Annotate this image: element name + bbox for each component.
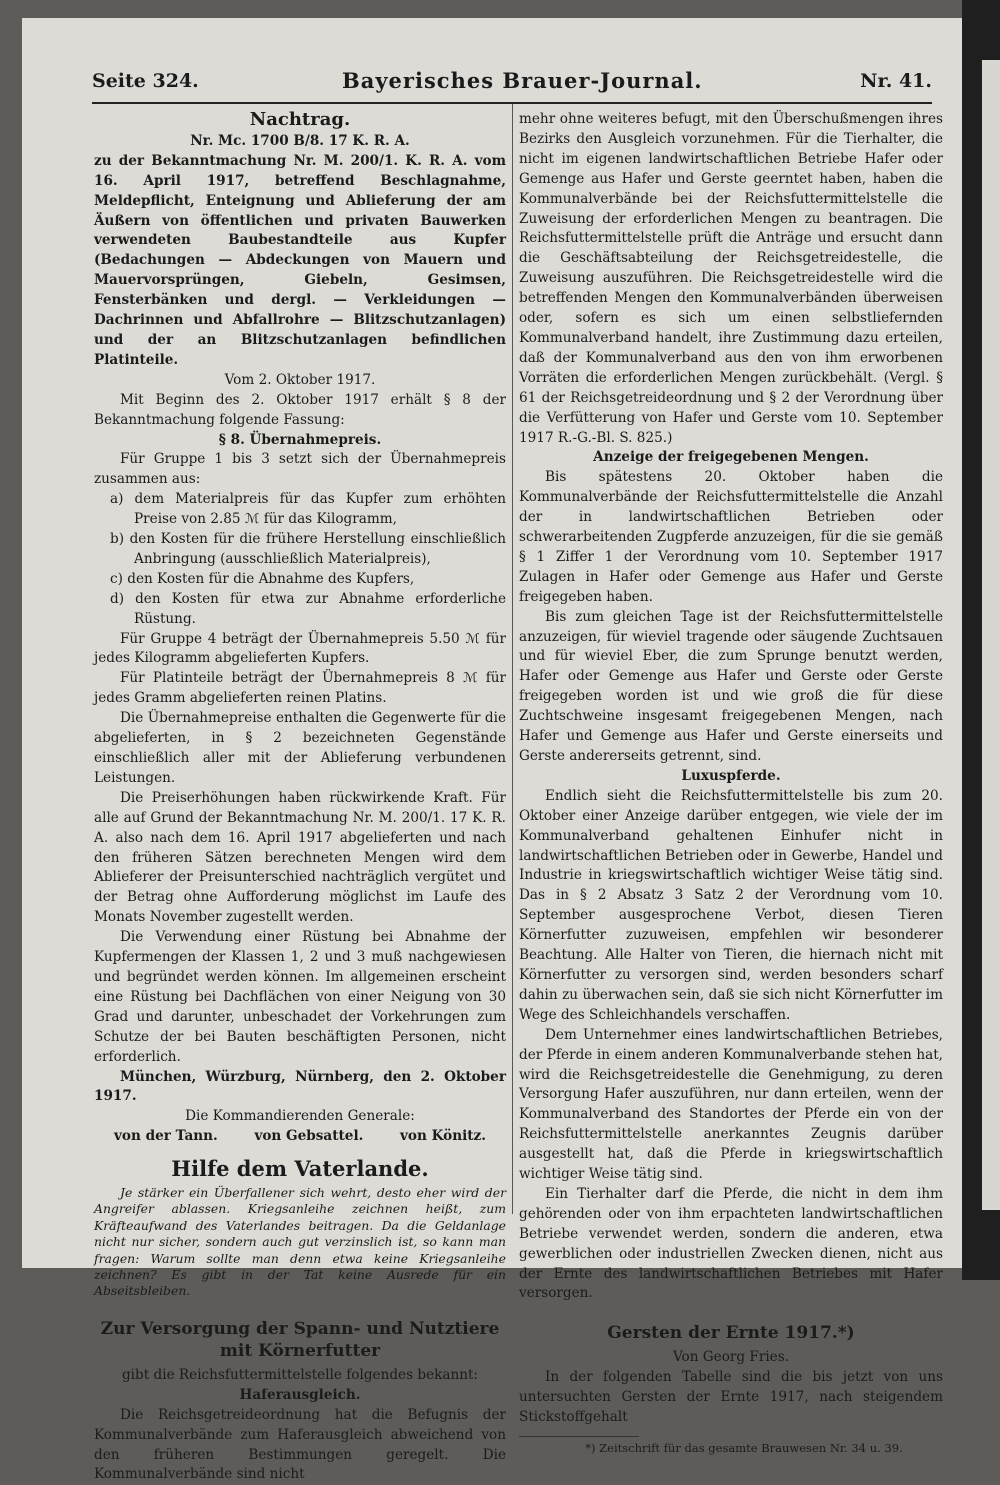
generals-line: Die Kommandierenden Generale: <box>185 1108 415 1125</box>
page-header <box>92 64 932 100</box>
footnote-rule <box>519 1436 639 1437</box>
paragraph: Mit Beginn des 2. Oktober 1917 erhält § 8 der Bekanntmachung folgende Fassung: <box>94 391 506 428</box>
subheading: Anzeige der freigegebenen Mengen. <box>593 449 869 466</box>
paragraph: Bis spätestens 20. Oktober haben die Kommunalverbände der Reichsfuttermittelstelle die Anzahl der in landwirtschaftlichen Betrieben oder schwerarbeitenden Zugpferde anzuzeigen, für die sie gemäß § 1 Ziffer 1 der Verordnung vom 10. September 1917 Zulagen in Hafer oder Gemenge aus Hafer und Gerste freigegeben haben. <box>519 469 943 605</box>
paragraph: Die Übernahmepreise enthalten die Gegenwerte für die abgelieferten, in § 2 bezeichneten Gegenstände einschließlich aller mit der Ablieferung verbundenen Leistungen. <box>94 710 506 786</box>
paragraph: Die Preiserhöhungen haben rückwirkende Kraft. Für alle auf Grund der Bekanntmachung Nr. M. 200/1. 17 K. R. A. also nach dem 16. April 1917 abgelieferten und nach den früheren Sätzen berechneten Mengen wird dem Ablieferer der Preisunterschied nachträglich vergütet und der Betrag ohne Aufforderung möglichst im Laufe des Monats November zugestellt werden. <box>94 789 506 926</box>
signatures <box>94 1127 506 1147</box>
subheading: Luxuspferde. <box>681 767 781 784</box>
subheading: Haferausgleich. <box>239 1386 361 1403</box>
reference-number: Nr. Mc. 1700 B/8. 17 K. R. A. <box>190 132 410 149</box>
intro-line: gibt die Reichsfuttermittelstelle folgendes bekannt: <box>121 1366 479 1383</box>
adjacent-page-strip <box>982 60 1000 1210</box>
paragraph: Die Verwendung einer Rüstung bei Abnahme der Kupfermengen der Klassen 1, 2 und 3 muß nachgewiesen und begründet werden können. Im allgemeinen erscheint eine Rüstung bei Dachflächen von einer Neigung von 30 Grad und darunter, unbeschadet der Vorkehrungen zum Schutze der bei Bauten beschäftigten Personen, nicht erforderlich. <box>94 929 506 1065</box>
paragraph: mehr ohne weiteres befugt, mit den Überschußmengen ihres Bezirks den Ausgleich vorzunehmen. Für die Tierhalter, die nicht im eigenen landwirtschaftlichen Betriebe Hafer oder Gemenge aus Hafer und Gerste geerntet haben, haben die Kommunalverbände bei der Reichsfuttermittelstelle die Zuweisung der erforderlichen Mengen zu beantragen. Die Reichsfuttermittelstelle prüft die Anträge und ersucht dann die Geschäftsabteilung der Reichsgetreidestelle, die Zuweisung auszuführen. Die Reichsgetreidestelle wird die betreffenden Mengen den Kommunalverbänden überweisen oder, sofern es sich um einen selbstliefernden Kommunalverband handelt, ihre Zustimmung dazu erteilen, daß der Kommunalverband aus den von ihm erworbenen Vorräten die erforderlichen Mengen zurückbehält. (Vergl. § 61 der Reichsgetreideordnung und § 2 der Verordnung über die Verfütterung von Hafer und Gerste vom 10. September 1917 R.-G.-Bl. S. 825.) <box>519 111 943 446</box>
newspaper-page <box>22 18 962 1483</box>
subject-heading: zu der Bekanntmachung Nr. M. 200/1. K. R. A. vom 16. April 1917, betreffend Beschlagnahme, Meldepflicht, Enteignung und Ablieferung der am Äußern von öffentlichen und privaten Bauwerken verwendeten Baubestandteile aus Kupfer (Bedachungen — Abdeckungen von Mauern und Mauervorsprüngen, Giebeln, Gesimsen, Fensterbänken und dergl. — Verkleidungen — Dachrinnen und Abfallrohre — Blitzschutzanlagen) und der an Blitzschutzanlagen befindlichen Platinteile. <box>94 152 506 368</box>
adjacent-page-edge <box>962 0 1000 1280</box>
appeal-text: Je stärker ein Überfallener sich wehrt, desto eher wird der Angreifer ablassen. Kriegsanleihe zeichnen heißt, zum Kräfteaufwand des Vaterlandes beitragen. Da die Geldanlage nicht nur sicher, sondern auch gut verzinslich ist, so kann man fragen: Warum sollte man denn etwa keine Kriegsanleihe zeichnen? Es gibt in der Tat keine Ausrede für ein Abseitsbleiben. <box>94 1185 506 1299</box>
page-number: Seite 324. <box>92 70 199 92</box>
list-item: d) den Kosten für etwa zur Abnahme erforderliche Rüstung. <box>110 590 506 627</box>
paragraph: In der folgenden Tabelle sind die bis jetzt von uns untersuchten Gersten der Ernte 1917, nach steigendem Stickstoffgehalt <box>519 1369 943 1426</box>
left-column <box>94 110 506 1485</box>
paragraph: Bis zum gleichen Tage ist der Reichsfuttermittelstelle anzuzeigen, für wieviel tragende oder säugende Zuchtsauen und für wieviel Eber, die zum Sprunge benutzt werden, Hafer oder Gemenge aus Hafer und Gerste oder Gerste freigegeben worden ist und wie groß die für diese Zuchtschweine insgesamt freigegebenen Mengen, nach Hafer und Gemenge aus Hafer und Gerste einerseits und Gerste andererseits getrennt, sind. <box>519 608 943 764</box>
decree-date: Vom 2. Oktober 1917. <box>224 371 376 388</box>
paragraph: Endlich sieht die Reichsfuttermittelstelle bis zum 20. Oktober einer Anzeige darüber entgegen, wie viele der im Kommunalverband gehaltenen Einhufer nicht in landwirtschaftlichen Betrieben oder in Gewerbe, Handel und Industrie in kriegswirtschaftlich wichtiger Weise tätig sind. Das in § 2 Absatz 3 Satz 2 der Verordnung vom 10. September ausgesprochene Verbot, diesen Tieren Körnerfutter zuzuweisen, empfehlen wir besonderer Beachtung. Alle Halter von Tieren, die hiernach nicht mit Körnerfutter zu versorgen sind, werden besonders scharf dahin zu überwachen sein, daß sie sich nicht Körnerfutter im Wege des Schleichhandels verschaffen. <box>519 787 943 1023</box>
paragraph: Ein Tierhalter darf die Pferde, die nicht in dem ihm gehörenden oder von ihm erpachteten landwirtschaftlichen Betriebe verwendet werden, sondern die anderen, etwa gewerblichen oder industriellen Zwecken dienen, nicht aus der Ernte des landwirtschaftlichen Betriebes mit Hafer versorgen. <box>519 1185 943 1302</box>
signature: von der Tann. <box>114 1128 218 1145</box>
section-heading: § 8. Übernahmepreis. <box>218 431 382 448</box>
vaterland-title: Hilfe dem Vaterlande. <box>171 1156 429 1182</box>
versorgung-title: Zur Versorgung der Spann- und Nutztiere mit Körnerfutter <box>100 1318 500 1361</box>
list-item: c) den Kosten für die Abnahme des Kupfers, <box>110 570 415 587</box>
list-item: b) den Kosten für die frühere Herstellung einschließlich Anbringung (ausschließlich Materialpreis), <box>110 531 506 567</box>
paragraph: Für Gruppe 4 beträgt der Übernahmepreis 5.50 ℳ für jedes Kilogramm abgelieferten Kupfers. <box>94 630 506 667</box>
paragraph: Für Gruppe 1 bis 3 setzt sich der Übernahmepreis zusammen aus: <box>94 451 506 488</box>
signature: von Könitz. <box>400 1128 486 1145</box>
paragraph: Für Platinteile beträgt der Übernahmepreis 8 ℳ für jedes Gramm abgelieferten reinen Platins. <box>94 670 506 707</box>
paragraph: Dem Unternehmer eines landwirtschaftlichen Betriebes, der Pferde in einem anderen Kommunalverbande stehen hat, wird die Reichsgetreidestelle die Genehmigung, zu deren Versorgung Hafer auszuführen, nur dann erteilen, wenn der Kommunalverband des Standortes der Pferde ein von der Reichsfuttermittelstelle anerkanntes Zeugnis darüber ausgestellt hat, daß die Pferde in kriegswirtschaftlich wichtiger Weise tätig sind. <box>519 1026 943 1183</box>
paragraph: Die Reichsgetreideordnung hat die Befugnis der Kommunalverbände zum Haferausgleich abweichend von den früheren Bestimmungen geregelt. Die Kommunalverbände sind nicht <box>94 1406 506 1483</box>
place-date-line: München, Würzburg, Nürnberg, den 2. Oktober 1917. <box>94 1068 506 1105</box>
footnote: *) Zeitschrift für das gesamte Brauwesen Nr. 34 u. 39. <box>585 1441 903 1455</box>
nachtrag-title: Nachtrag. <box>249 109 351 130</box>
author-line: Von Georg Fries. <box>672 1349 790 1366</box>
right-column <box>519 110 943 1459</box>
list-item: a) dem Materialpreis für das Kupfer zum erhöhten Preise von 2.85 ℳ für das Kilogramm, <box>110 491 506 528</box>
gersten-title: Gersten der Ernte 1917.*) <box>607 1323 855 1344</box>
issue-number: Nr. 41. <box>860 70 932 92</box>
column-separator <box>512 104 513 1214</box>
journal-title: Bayerisches Brauer-Journal. <box>342 68 703 93</box>
signature: von Gebsattel. <box>254 1128 364 1145</box>
